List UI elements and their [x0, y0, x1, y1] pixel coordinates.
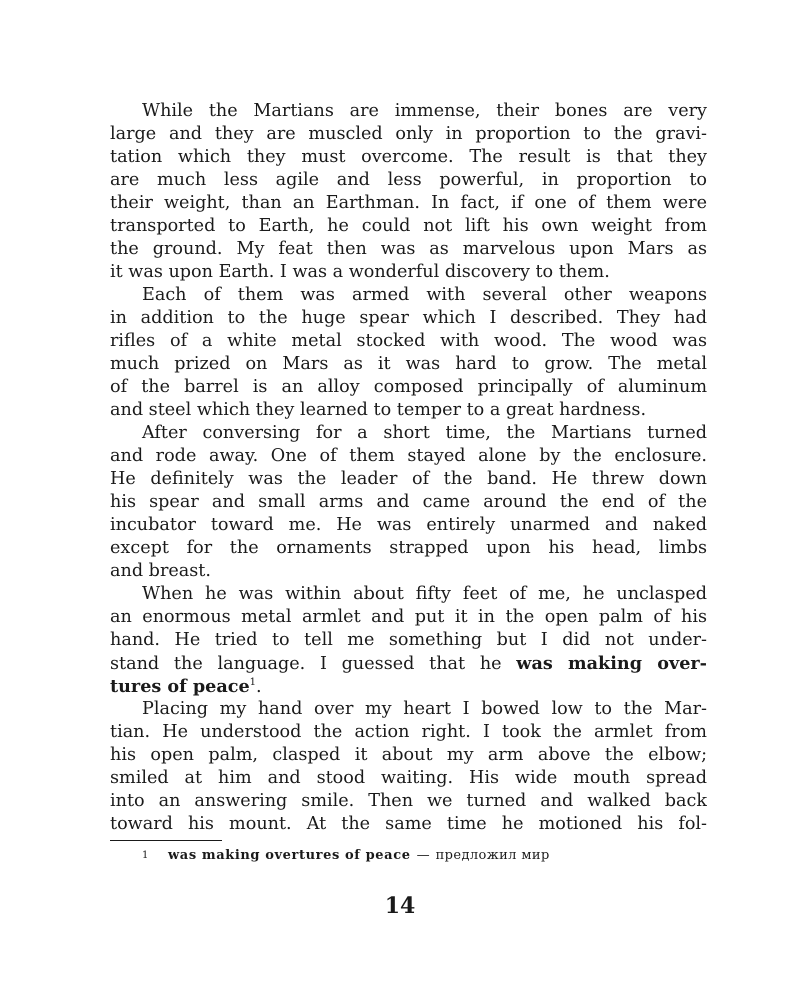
footnote-mark: 1: [142, 850, 149, 861]
text-line-with-bold: [110, 652, 707, 675]
text-line: rifles of a white metal stocked with wood. The wood was: [110, 331, 707, 351]
text-line: toward his mount. At the same time he motioned his fol-: [110, 814, 707, 834]
text-line: the ground. My feat then was as marvelous upon Mars as: [110, 239, 707, 259]
text-line: and breast.: [110, 561, 211, 581]
text-line: much prized on Mars as it was hard to grow. The metal: [110, 354, 707, 374]
text-line: tian. He understood the action right. I took the armlet from: [110, 722, 707, 742]
page-number: 14: [384, 893, 416, 919]
text-line: Each of them was armed with several other weapons: [142, 285, 707, 305]
bold-phrase: was making over-: [516, 653, 707, 674]
bold-phrase: tures of peace: [110, 676, 250, 697]
text-line: his spear and small arms and came around the end of the: [110, 492, 707, 512]
footnote-rule: [110, 840, 222, 841]
text-line: it was upon Earth. I was a wonderful discovery to them.: [110, 262, 610, 282]
text-line: large and they are muscled only in proportion to the gravi-: [110, 124, 707, 144]
footnote: [110, 847, 707, 865]
text-line: and rode away. One of them stayed alone by the enclosure.: [110, 446, 707, 466]
text-line: smiled at him and stood waiting. His wide mouth spread: [110, 768, 707, 788]
footnote-translation: предложил мир: [435, 848, 550, 863]
text-line: are much less agile and less powerful, in proportion to: [110, 170, 707, 190]
text-line: hand. He tried to tell me something but I did not under-: [110, 630, 707, 650]
text-line: incubator toward me. He was entirely unarmed and naked: [110, 515, 707, 535]
text-line: tation which they must overcome. The result is that they: [110, 147, 707, 167]
footnote-separator: —: [416, 848, 430, 863]
footnote-ref: 1: [249, 677, 257, 689]
text-line: an enormous metal armlet and put it in the open palm of his: [110, 607, 707, 627]
text-line: Placing my hand over my heart I bowed low to the Mar-: [142, 699, 707, 719]
text-line: their weight, than an Earthman. In fact, if one of them were: [110, 193, 707, 213]
text-line: transported to Earth, he could not lift his own weight from: [110, 216, 707, 236]
text-segment: stand the language. I guessed that he: [110, 654, 517, 674]
text-line: except for the ornaments strapped upon his head, limbs: [110, 538, 707, 558]
text-line: in addition to the huge spear which I described. They had: [110, 308, 707, 328]
body-text: [110, 100, 707, 836]
text-segment: .: [256, 677, 262, 697]
text-line: and steel which they learned to temper to a great hardness.: [110, 400, 647, 420]
text-line: After conversing for a short time, the Martians turned: [142, 423, 707, 443]
footnote-term: was making overtures of peace: [168, 848, 411, 863]
text-line: into an answering smile. Then we turned and walked back: [110, 791, 707, 811]
text-line: He definitely was the leader of the band. He threw down: [110, 469, 707, 489]
text-line: When he was within about fifty feet of me, he unclasped: [142, 584, 707, 604]
text-line: of the barrel is an alloy composed principally of aluminum: [110, 377, 707, 397]
text-line: his open palm, clasped it about my arm above the elbow;: [110, 745, 707, 765]
text-line: While the Martians are immense, their bones are very: [142, 101, 707, 121]
text-line-with-footnote: [110, 675, 707, 698]
